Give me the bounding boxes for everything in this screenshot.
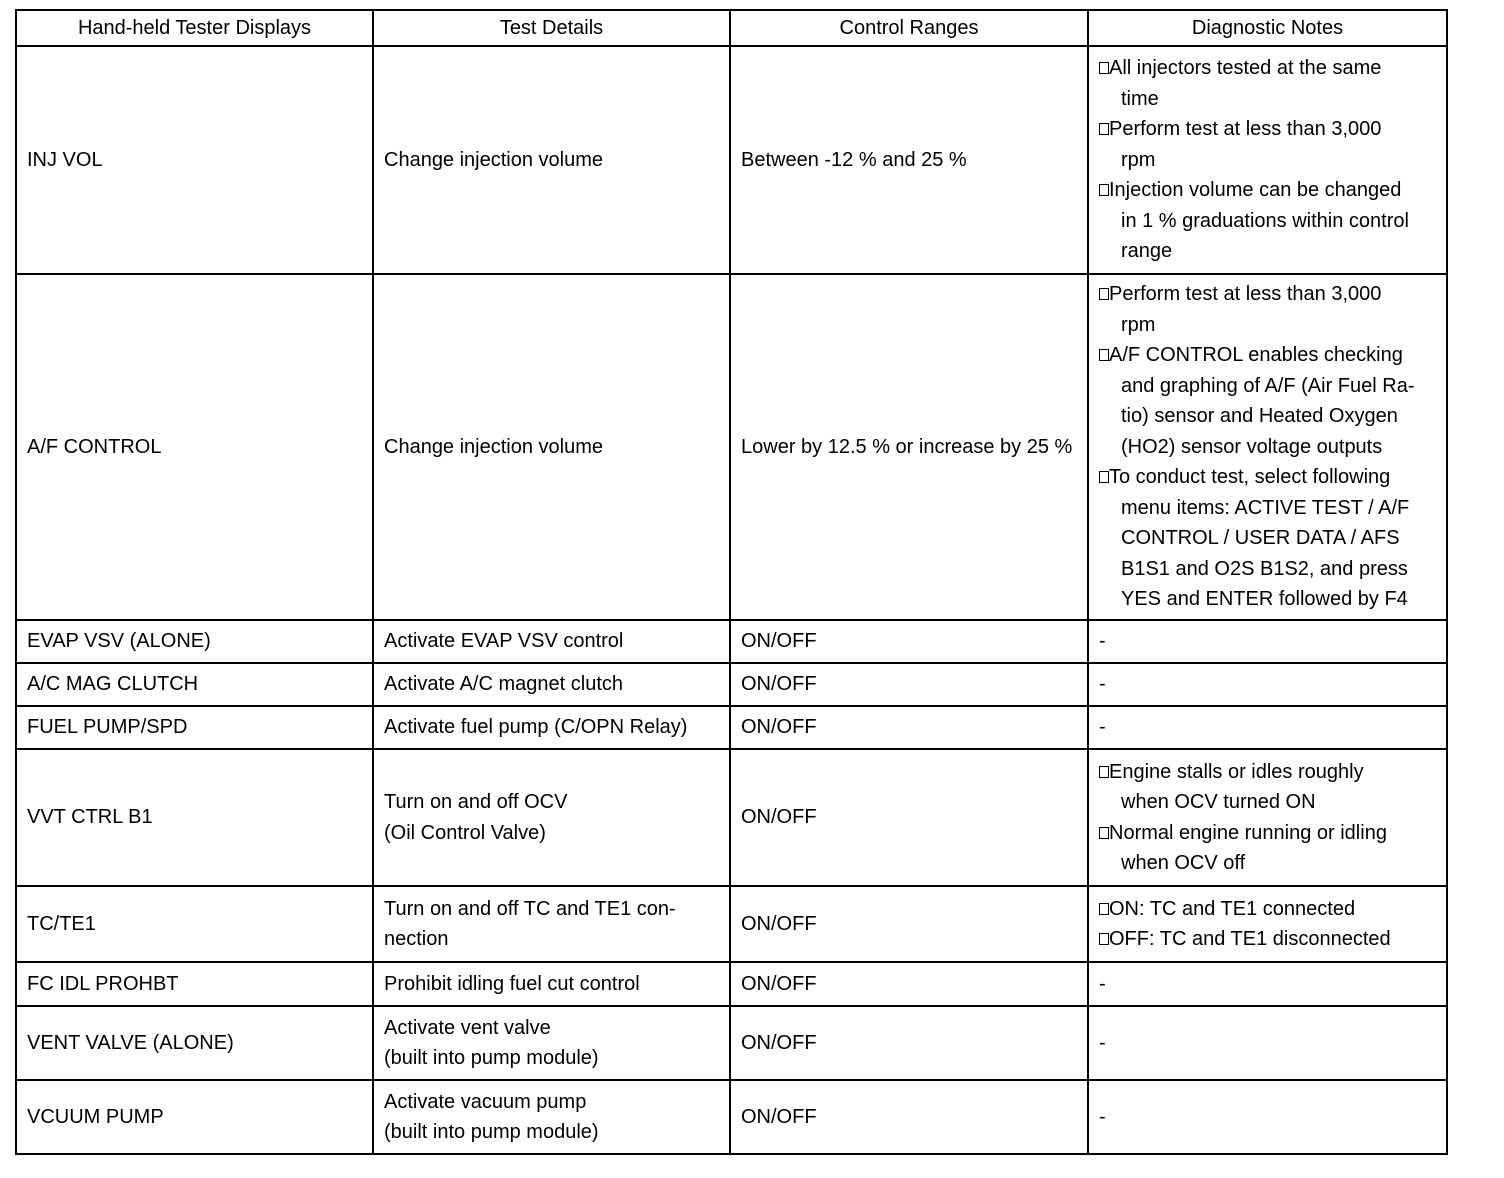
range-cell: ON/OFF — [730, 706, 1088, 749]
note-item: ON: TC and TE1 connected — [1099, 894, 1436, 925]
display-cell: A/C MAG CLUTCH — [16, 663, 373, 706]
bullet-box-icon — [1099, 471, 1109, 483]
display-cell: VVT CTRL B1 — [16, 749, 373, 886]
details-cell: Activate vent valve (built into pump module) — [373, 1006, 730, 1080]
active-test-table — [15, 9, 1448, 1155]
details-cell: Prohibit idling fuel cut control — [373, 962, 730, 1006]
table-row — [16, 1006, 1447, 1080]
range-cell: Lower by 12.5 % or increase by 25 % — [730, 274, 1088, 620]
details-cell: Change injection volume — [373, 46, 730, 274]
bullet-box-icon — [1099, 288, 1109, 300]
header-notes: Diagnostic Notes — [1088, 10, 1447, 46]
table-row — [16, 962, 1447, 1006]
bullet-box-icon — [1099, 933, 1109, 945]
table-row — [16, 663, 1447, 706]
display-cell: FUEL PUMP/SPD — [16, 706, 373, 749]
notes-cell: - — [1088, 1080, 1447, 1154]
display-cell: EVAP VSV (ALONE) — [16, 620, 373, 663]
note-item: OFF: TC and TE1 disconnected — [1099, 924, 1436, 955]
range-cell: ON/OFF — [730, 749, 1088, 886]
note-item: Perform test at less than 3,000 rpm — [1099, 279, 1436, 340]
range-cell: ON/OFF — [730, 886, 1088, 962]
details-cell: Activate vacuum pump (built into pump module) — [373, 1080, 730, 1154]
bullet-box-icon — [1099, 766, 1109, 778]
notes-cell: - — [1088, 1006, 1447, 1080]
display-cell: VCUUM PUMP — [16, 1080, 373, 1154]
note-item: Perform test at less than 3,000 rpm — [1099, 114, 1436, 175]
notes-cell — [1088, 274, 1447, 620]
notes-cell: - — [1088, 706, 1447, 749]
range-cell: ON/OFF — [730, 620, 1088, 663]
bullet-box-icon — [1099, 62, 1109, 74]
note-item: Normal engine running or idling when OCV off — [1099, 818, 1436, 879]
table-row — [16, 1080, 1447, 1154]
details-cell: Turn on and off OCV (Oil Control Valve) — [373, 749, 730, 886]
table-row — [16, 886, 1447, 962]
table-row — [16, 46, 1447, 274]
notes-cell — [1088, 46, 1447, 274]
note-item: Engine stalls or idles roughly when OCV turned ON — [1099, 757, 1436, 818]
notes-cell — [1088, 749, 1447, 886]
bullet-box-icon — [1099, 123, 1109, 135]
details-cell: Activate EVAP VSV control — [373, 620, 730, 663]
note-item: To conduct test, select following menu items: ACTIVE TEST / A/F CONTROL / USER DATA / AFS B1S1 and O2S B1S2, and press YES and ENTER followed by F4 — [1099, 462, 1436, 615]
header-displays: Hand-held Tester Displays — [16, 10, 373, 46]
details-cell: Turn on and off TC and TE1 con- nection — [373, 886, 730, 962]
table-row — [16, 620, 1447, 663]
details-cell: Activate A/C magnet clutch — [373, 663, 730, 706]
note-item: A/F CONTROL enables checking and graphing of A/F (Air Fuel Ra- tio) sensor and Heated Oxygen (HO2) sensor voltage outputs — [1099, 340, 1436, 462]
note-item: All injectors tested at the same time — [1099, 53, 1436, 114]
header-details: Test Details — [373, 10, 730, 46]
table-row — [16, 274, 1447, 620]
header-ranges: Control Ranges — [730, 10, 1088, 46]
notes-cell: - — [1088, 962, 1447, 1006]
range-cell: ON/OFF — [730, 962, 1088, 1006]
display-cell: INJ VOL — [16, 46, 373, 274]
notes-cell: - — [1088, 663, 1447, 706]
header-row — [16, 10, 1447, 46]
table-row — [16, 706, 1447, 749]
bullet-box-icon — [1099, 827, 1109, 839]
bullet-box-icon — [1099, 184, 1109, 196]
display-cell: A/F CONTROL — [16, 274, 373, 620]
details-cell: Activate fuel pump (C/OPN Relay) — [373, 706, 730, 749]
table-row — [16, 749, 1447, 886]
bullet-box-icon — [1099, 903, 1109, 915]
notes-cell: - — [1088, 620, 1447, 663]
details-cell: Change injection volume — [373, 274, 730, 620]
range-cell: ON/OFF — [730, 1006, 1088, 1080]
display-cell: VENT VALVE (ALONE) — [16, 1006, 373, 1080]
range-cell: ON/OFF — [730, 663, 1088, 706]
bullet-box-icon — [1099, 349, 1109, 361]
range-cell: Between -12 % and 25 % — [730, 46, 1088, 274]
note-item: Injection volume can be changed in 1 % graduations within control range — [1099, 175, 1436, 267]
notes-cell — [1088, 886, 1447, 962]
display-cell: FC IDL PROHBT — [16, 962, 373, 1006]
display-cell: TC/TE1 — [16, 886, 373, 962]
range-cell: ON/OFF — [730, 1080, 1088, 1154]
